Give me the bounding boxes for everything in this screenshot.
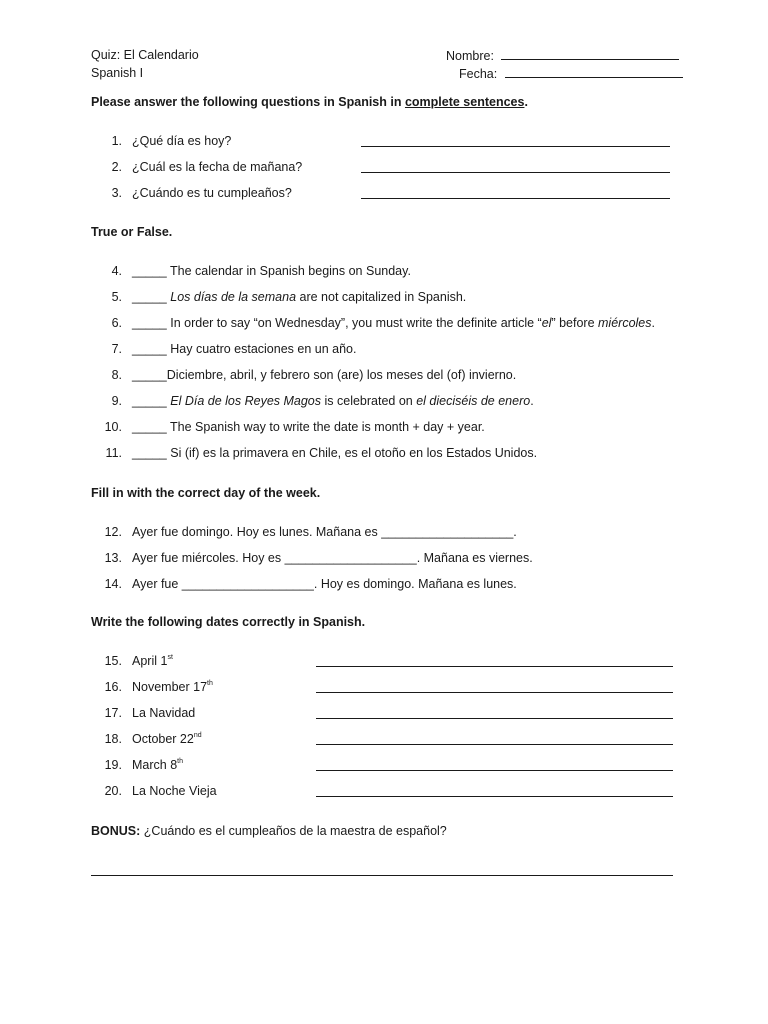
answer-blank[interactable]: _____ bbox=[132, 368, 167, 382]
section1-instructions: Please answer the following questions in Spanish in complete sentences. bbox=[91, 95, 528, 109]
item-number: 19. bbox=[104, 758, 122, 772]
statement-text: miércoles bbox=[598, 316, 652, 330]
statement-text: Si (if) es la primavera en Chile, es el otoño en los Estados Unidos. bbox=[166, 446, 538, 460]
statement-text: is celebrated on bbox=[321, 394, 417, 408]
answer-blank[interactable]: _____ bbox=[132, 316, 167, 330]
date-item bbox=[92, 784, 217, 798]
date-text: March 8 bbox=[132, 758, 178, 772]
question-number: 1. bbox=[111, 134, 122, 148]
item-number: 15. bbox=[104, 654, 122, 668]
date-text: April 1 bbox=[132, 654, 168, 668]
item-number: 20. bbox=[104, 784, 122, 798]
sentence-text: Ayer fue ___________________. Hoy es domingo. Mañana es lunes. bbox=[132, 577, 517, 591]
answer-line[interactable] bbox=[316, 784, 673, 797]
name-field[interactable] bbox=[446, 48, 679, 63]
true-false-item bbox=[92, 368, 516, 382]
course-name: Spanish I bbox=[91, 66, 144, 80]
name-blank[interactable] bbox=[501, 48, 679, 60]
statement-text: ” before bbox=[551, 316, 599, 330]
date-text: La Navidad bbox=[132, 706, 196, 720]
answer-line[interactable] bbox=[361, 160, 670, 173]
statement-text: In order to say “on Wednesday”, you must write the definite article “ bbox=[166, 316, 542, 330]
answer-line[interactable] bbox=[316, 758, 673, 771]
answer-line[interactable] bbox=[316, 680, 673, 693]
item-number: 14. bbox=[104, 577, 122, 591]
question-number: 2. bbox=[111, 160, 122, 174]
date-text: November 17 bbox=[132, 680, 208, 694]
name-label: Nombre: bbox=[446, 49, 494, 63]
statement-text: . bbox=[651, 316, 655, 330]
statement-text: The Spanish way to write the date is month + day + year. bbox=[166, 420, 485, 434]
answer-blank[interactable]: _____ bbox=[132, 264, 167, 278]
answer-blank[interactable]: _____ bbox=[132, 342, 167, 356]
date-item bbox=[92, 654, 173, 668]
item-number: 11. bbox=[105, 446, 122, 460]
answer-blank[interactable]: _____ bbox=[132, 394, 167, 408]
item-number: 5. bbox=[111, 290, 122, 304]
quiz-title: Quiz: El Calendario bbox=[91, 48, 199, 62]
answer-blank[interactable]: _____ bbox=[132, 420, 167, 434]
item-number: 4. bbox=[111, 264, 122, 278]
statement-text: el dieciséis de enero bbox=[416, 394, 531, 408]
question-row bbox=[92, 134, 231, 148]
answer-line[interactable] bbox=[316, 706, 673, 719]
question-number: 3. bbox=[111, 186, 122, 200]
true-false-item bbox=[92, 420, 485, 434]
section4-title: Write the following dates correctly in Spanish. bbox=[91, 615, 366, 629]
answer-line[interactable] bbox=[361, 186, 670, 199]
item-number: 6. bbox=[111, 316, 122, 330]
fill-in-item bbox=[92, 525, 517, 539]
date-item bbox=[92, 732, 202, 746]
sentence-text: Ayer fue domingo. Hoy es lunes. Mañana es ___________________. bbox=[132, 525, 517, 539]
ordinal-suffix: th bbox=[207, 680, 213, 687]
statement-text: Los días de la semana bbox=[170, 290, 297, 304]
ordinal-suffix: th bbox=[177, 758, 183, 765]
statement-text: . bbox=[530, 394, 534, 408]
statement-text: The calendar in Spanish begins on Sunday. bbox=[166, 264, 411, 278]
true-false-item bbox=[92, 316, 655, 330]
answer-blank[interactable]: _____ bbox=[132, 290, 167, 304]
date-label: Fecha: bbox=[459, 67, 498, 81]
question-row bbox=[92, 160, 302, 174]
date-item bbox=[92, 758, 183, 772]
date-blank[interactable] bbox=[505, 66, 683, 78]
item-number: 7. bbox=[111, 342, 122, 356]
date-text: La Noche Vieja bbox=[132, 784, 217, 798]
item-number: 18. bbox=[104, 732, 122, 746]
date-item bbox=[92, 680, 213, 694]
item-number: 12. bbox=[104, 525, 122, 539]
item-number: 13. bbox=[104, 551, 122, 565]
fill-in-item bbox=[92, 551, 533, 565]
statement-text: el bbox=[541, 316, 552, 330]
bonus-text: ¿Cuándo es el cumpleaños de la maestra de español? bbox=[143, 824, 447, 838]
answer-line[interactable] bbox=[361, 134, 670, 147]
true-false-item bbox=[92, 394, 534, 408]
question-row bbox=[92, 186, 292, 200]
question-text: ¿Cuándo es tu cumpleaños? bbox=[132, 186, 292, 200]
date-item bbox=[92, 706, 195, 720]
answer-line[interactable] bbox=[316, 732, 673, 745]
answer-line[interactable] bbox=[316, 654, 673, 667]
bonus-question bbox=[91, 824, 447, 838]
statement-text: El Día de los Reyes Magos bbox=[170, 394, 322, 408]
answer-blank[interactable]: _____ bbox=[132, 446, 167, 460]
item-number: 10. bbox=[104, 420, 122, 434]
true-false-item bbox=[92, 446, 537, 460]
sentence-text: Ayer fue miércoles. Hoy es ___________________. Mañana es viernes. bbox=[132, 551, 533, 565]
date-text: October 22 bbox=[132, 732, 194, 746]
statement-text: are not capitalized in Spanish. bbox=[296, 290, 467, 304]
item-number: 17. bbox=[104, 706, 122, 720]
bonus-label: BONUS: bbox=[91, 824, 141, 838]
statement-text: Hay cuatro estaciones en un año. bbox=[166, 342, 357, 356]
true-false-item bbox=[92, 342, 356, 356]
item-number: 9. bbox=[111, 394, 122, 408]
true-false-item bbox=[92, 290, 466, 304]
question-text: ¿Qué día es hoy? bbox=[132, 134, 232, 148]
ordinal-suffix: nd bbox=[193, 732, 202, 739]
item-number: 8. bbox=[111, 368, 122, 382]
statement-text: Diciembre, abril, y febrero son (are) los meses del (of) invierno. bbox=[166, 368, 517, 382]
section3-title: Fill in with the correct day of the week. bbox=[91, 486, 321, 500]
question-text: ¿Cuál es la fecha de mañana? bbox=[132, 160, 303, 174]
item-number: 16. bbox=[104, 680, 122, 694]
true-false-item bbox=[92, 264, 411, 278]
underlined-phrase: complete sentences bbox=[404, 95, 525, 109]
fill-in-item bbox=[92, 577, 517, 591]
section2-title: True or False. bbox=[91, 225, 173, 239]
bonus-answer-line[interactable] bbox=[91, 863, 673, 876]
date-field[interactable] bbox=[459, 66, 683, 81]
ordinal-suffix: st bbox=[167, 654, 173, 661]
